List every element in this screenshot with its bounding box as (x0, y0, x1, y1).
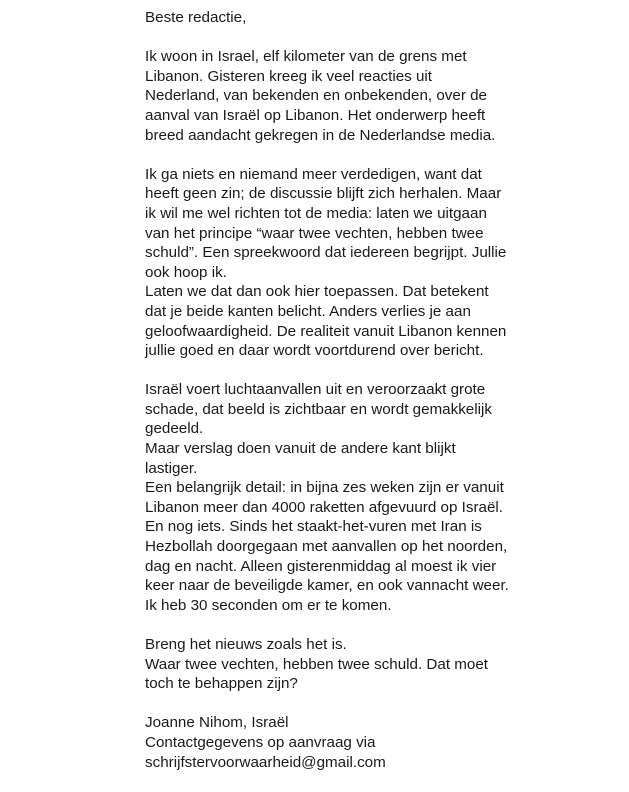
text-line: toch te behappen zijn? (145, 675, 298, 693)
text-line: schuld”. Een spreekwoord dat iedereen begrijpt. Jullie (145, 244, 507, 262)
text-line: Maar verslag doen vanuit de andere kant blijkt (145, 440, 456, 458)
signature-name: Joanne Nihom, Israël (145, 714, 289, 732)
text-line: Libanon. Gisteren kreeg ik veel reacties uit (145, 67, 433, 85)
text-line: ik wil me wel richten tot de media: laten we uitgaan (145, 204, 487, 222)
text-line: Nederland, van bekenden en onbekenden, over de (145, 87, 487, 105)
text-line: jullie goed en daar wordt voortdurend over bericht. (145, 342, 484, 360)
paragraph-1 (145, 47, 615, 145)
text-line: ook hoop ik. (145, 263, 227, 281)
text-line: Israël voert luchtaanvallen uit en veroorzaakt grote (145, 381, 486, 399)
text-line: En nog iets. Sinds het staakt-het-vuren met Iran is (145, 518, 482, 536)
text-line: Waar twee vechten, hebben twee schuld. Dat moet (145, 655, 489, 673)
text-line: Ik woon in Israel, elf kilometer van de grens met (145, 48, 467, 66)
paragraph-4 (145, 635, 615, 694)
text-line: dat je beide kanten belicht. Anders verlies je aan (145, 302, 471, 320)
text-line: Libanon meer dan 4000 raketten afgevuurd op Israël. (145, 498, 503, 516)
text-line: schade, dat beeld is zichtbaar en wordt gemakkelijk (145, 400, 492, 418)
signature-email: schrijfstervoorwaarheid@gmail.com (145, 753, 386, 771)
text-line: Ik heb 30 seconden om er te komen. (145, 596, 392, 614)
text-line: van het principe “waar twee vechten, hebben twee (145, 224, 484, 242)
text-line: aanval van Israël op Libanon. Het onderwerp heeft (145, 106, 486, 124)
text-line: dag en nacht. Alleen gisterenmiddag al moest ik vier (145, 557, 497, 575)
salutation (145, 8, 615, 28)
text-line: breed aandacht gekregen in de Nederlandse media. (145, 126, 496, 144)
signature-contact-note: Contactgegevens op aanvraag via (145, 733, 376, 751)
text-line: Een belangrijk detail: in bijna zes weken zijn er vanuit (145, 479, 504, 497)
paragraph-3 (145, 380, 615, 615)
text-line: keer naar de beveiligde kamer, en ook vannacht weer. (145, 577, 509, 595)
text-line: gedeeld. (145, 420, 204, 438)
signature-block (145, 713, 615, 772)
text-line: Hezbollah doorgegaan met aanvallen op het noorden, (145, 538, 508, 556)
text-line: lastiger. (145, 459, 198, 477)
text-line: Ik ga niets en niemand meer verdedigen, want dat (145, 165, 482, 183)
text-line: geloofwaardigheid. De realiteit vanuit Libanon kennen (145, 322, 507, 340)
salutation-text: Beste redactie, (145, 9, 247, 26)
paragraph-2 (145, 165, 615, 361)
text-line: Breng het nieuws zoals het is. (145, 636, 347, 653)
text-line: Laten we dat dan ook hier toepassen. Dat betekent (145, 283, 489, 301)
letter-body (145, 8, 615, 792)
text-line: heeft geen zin; de discussie blijft zich herhalen. Maar (145, 185, 502, 203)
